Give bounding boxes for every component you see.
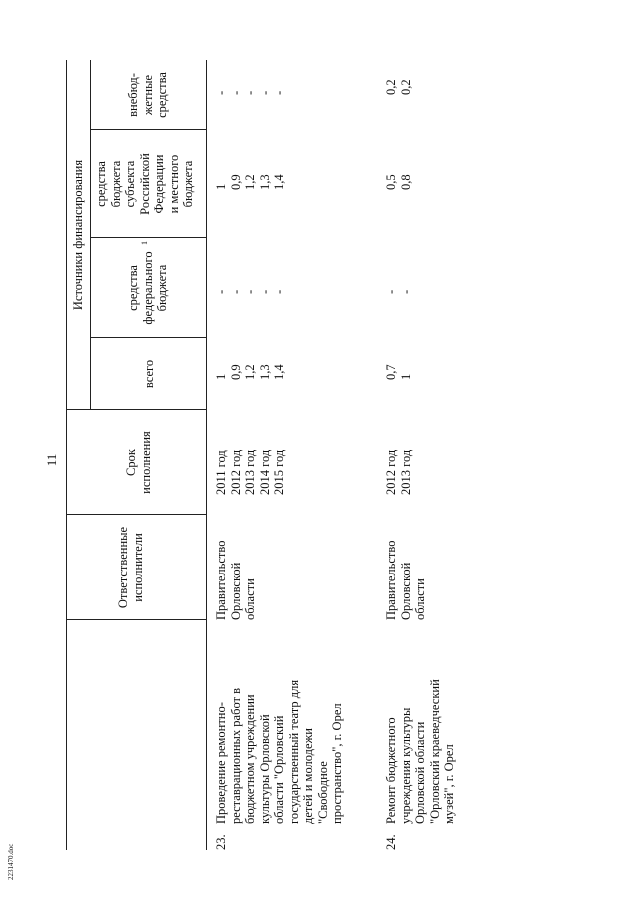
header-executors: Ответственные исполнители bbox=[116, 526, 145, 609]
header-funding-sources: Источники финансирования bbox=[71, 159, 85, 311]
header-regional: средства бюджета субъекта Российской Федерации и местного бюджета bbox=[94, 153, 195, 215]
header-bottom-border bbox=[206, 60, 207, 850]
row-24-extrabudget: 0,2 0,2 bbox=[384, 79, 413, 95]
row-24-num: 24. bbox=[384, 834, 398, 850]
header-deadline: Срок исполнения bbox=[124, 431, 153, 494]
header-federal-footnote: 1 bbox=[140, 241, 149, 245]
row-23-years: 2011 год 2012 год 2013 год 2014 год 2015 год bbox=[214, 449, 286, 495]
row-24-years: 2012 год 2013 год bbox=[384, 449, 413, 495]
row-24-executor: Правительство Орловской области bbox=[384, 540, 427, 620]
funding-table bbox=[66, 60, 596, 850]
row-23-total: 1 0,9 1,2 1,3 1,4 bbox=[214, 364, 286, 380]
row-24-total: 0,7 1 bbox=[384, 364, 413, 380]
page-number: 11 bbox=[44, 453, 59, 467]
file-id: 2231470.doc bbox=[7, 843, 15, 880]
row-24-regional: 0,5 0,8 bbox=[384, 174, 413, 190]
header-federal bbox=[126, 238, 170, 338]
row-24-federal: - - bbox=[384, 289, 413, 294]
row-23-extrabudget: - - - - - bbox=[214, 90, 286, 95]
header-total: всего bbox=[142, 359, 156, 389]
row-24-activity: Ремонт бюджетного учреждения культуры Орловской области "Орловский краеведческий музей", г. Орел bbox=[384, 679, 456, 824]
row-23-num: 23. bbox=[214, 834, 228, 850]
table-top-border bbox=[66, 60, 67, 850]
row-23-regional: 1 0,9 1,2 1,3 1,4 bbox=[214, 174, 286, 190]
row-23-executor: Правительство Орловской области bbox=[214, 540, 257, 620]
row-23-federal: - - - - - bbox=[214, 289, 286, 294]
header-federal-label: средства федерального бюджета bbox=[126, 251, 169, 325]
header-extrabudget: внебюд- жетные средства bbox=[126, 72, 169, 118]
row-23-activity: Проведение ремонтно- реставрационных работ в бюджетном учреждении культуры Орловской области "Орловский государственный театр для детей и молодежи "Свободное пространство", г. Орел bbox=[214, 679, 344, 824]
funding-subheader-border bbox=[90, 60, 91, 410]
